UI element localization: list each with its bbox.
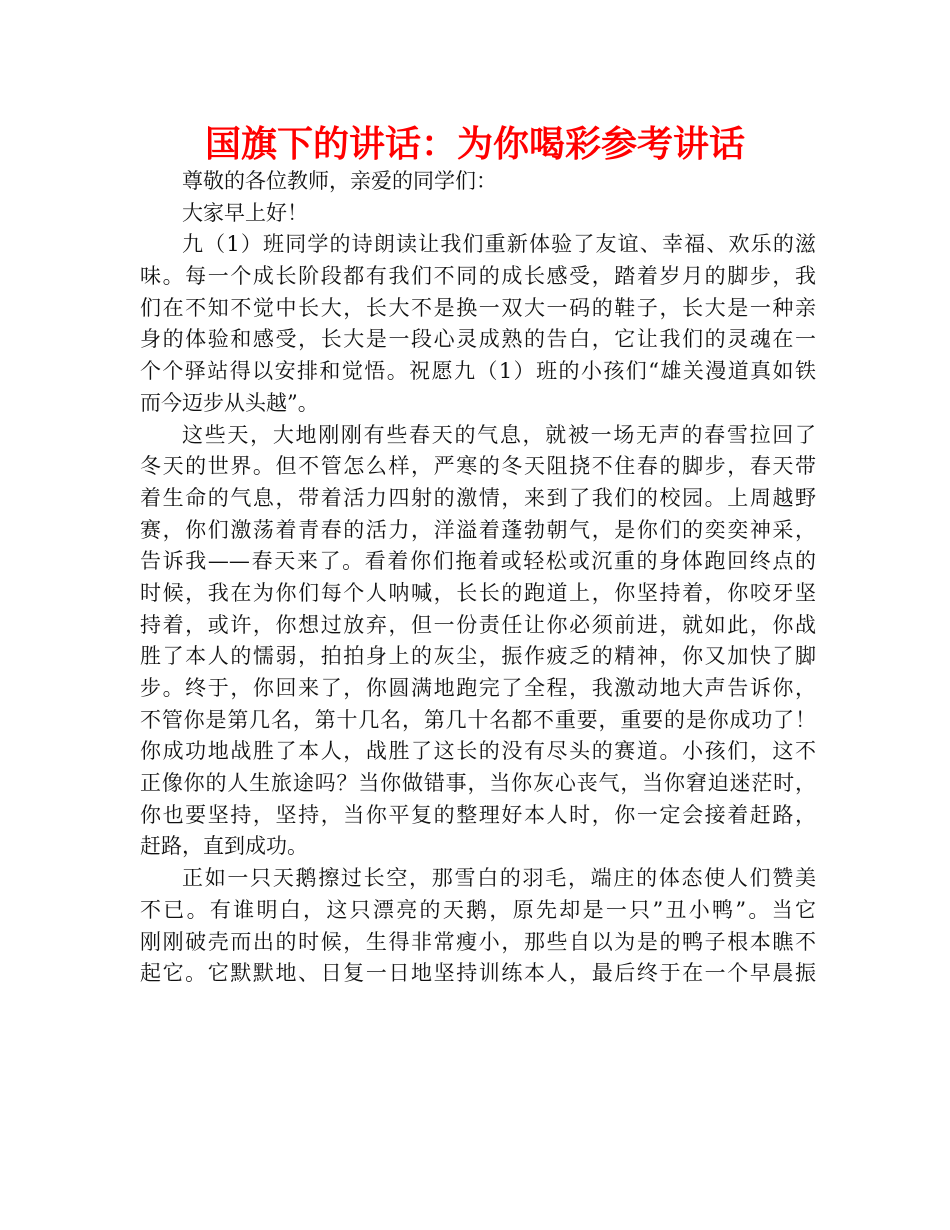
text-line: 时候，我在为你们每个人呐喊，长长的跑道上，你坚持着，你咬牙坚 — [140, 580, 816, 605]
text-line: 告诉我——春天来了。看着你们拖着或轻松或沉重的身体跑回终点的 — [140, 549, 816, 574]
text-line: 而今迈步从头越”。 — [140, 390, 319, 415]
text-line: 赶路，直到成功。 — [140, 834, 308, 859]
text-line: 这些天，大地刚刚有些春天的气息，就被一场无声的春雪拉回了 — [182, 422, 816, 447]
text-line: 起它。它默默地、日复一日地坚持训练本人，最后终于在一个早晨振 — [140, 961, 816, 986]
text-line: 身的体验和感受，长大是一段心灵成熟的告白，它让我们的灵魂在一 — [140, 327, 816, 352]
text-line: 刚刚破壳而出的时候，生得非常瘦小，那些自以为是的鸭子根本瞧不 — [140, 929, 816, 954]
text-line: 你也要坚持，坚持，当你平复的整理好本人时，你一定会接着赶路， — [140, 802, 816, 827]
text-line: 个个驿站得以安排和觉悟。祝愿九（1）班的小孩们“雄关漫道真如铁 — [140, 359, 816, 384]
text-line: 九（1）班同学的诗朗读让我们重新体验了友谊、幸福、欢乐的滋 — [182, 232, 816, 257]
text-line: 们在不知不觉中长大，长大不是换一双大一码的鞋子，长大是一种亲 — [140, 295, 816, 320]
document-title: 国旗下的讲话：为你喝彩参考讲话 — [204, 124, 745, 165]
text-line: 持着，或许，你想过放弃，但一份责任让你必须前进，就如此，你战 — [140, 612, 816, 637]
text-line: 赛，你们激荡着青春的活力，洋溢着蓬勃朝气，是你们的奕奕神采， — [140, 517, 816, 542]
text-line: 尊敬的各位教师，亲爱的同学们： — [182, 169, 497, 193]
text-line: 大家早上好！ — [182, 200, 308, 225]
text-line: 正像你的人生旅途吗？当你做错事，当你灰心丧气，当你窘迫迷茫时， — [140, 771, 816, 796]
text-line: 你成功地战胜了本人，战胜了这长的没有尽头的赛道。小孩们，这不 — [140, 739, 816, 764]
text-line: 步。终于，你回来了，你圆满地跑完了全程，我激动地大声告诉你， — [140, 676, 816, 700]
document-body — [140, 166, 816, 990]
text-line: 不管你是第几名，第十几名，第几十名都不重要，重要的是你成功了！ — [140, 707, 816, 732]
text-line: 不已。有谁明白，这只漂亮的天鹅，原先却是一只”丑小鸭”。当它 — [140, 897, 816, 922]
text-line: 味。每一个成长阶段都有我们不同的成长感受，踏着岁月的脚步，我 — [140, 264, 816, 289]
text-line: 着生命的气息，带着活力四射的激情，来到了我们的校园。上周越野 — [140, 485, 816, 510]
text-line: 正如一只天鹅擦过长空，那雪白的羽毛，端庄的体态使人们赞美 — [182, 866, 816, 891]
text-line: 胜了本人的懦弱，拍拍身上的灰尘，振作疲乏的精神，你又加快了脚 — [140, 644, 816, 669]
text-line: 冬天的世界。但不管怎么样，严寒的冬天阻挠不住春的脚步，春天带 — [140, 454, 816, 479]
